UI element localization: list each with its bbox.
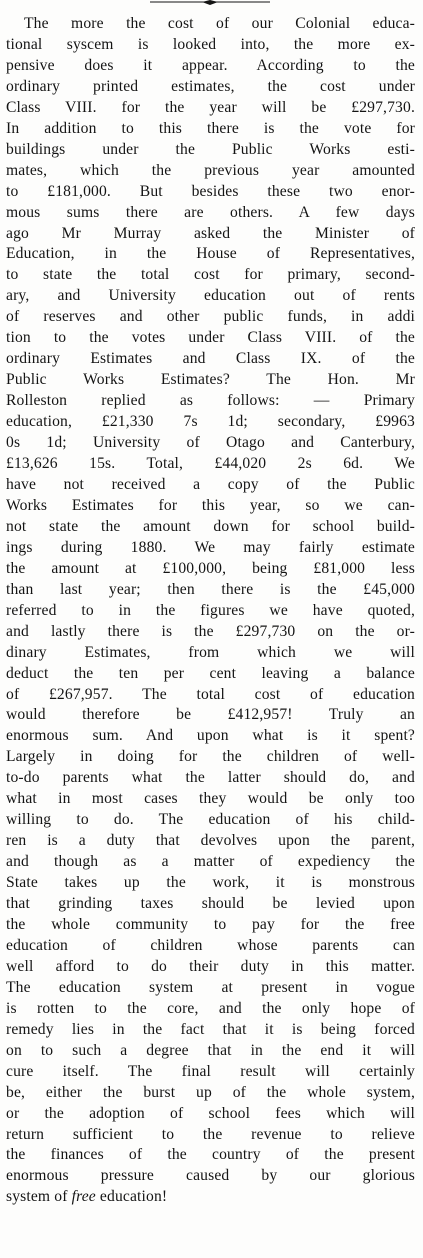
article-line: well afford to do their duty in this matter. [6,957,415,975]
article-line: to £181,000. But besides these two enor- [6,182,415,200]
article-line: ings during 1880. We may fairly estimate [6,538,415,556]
article-line: tional syscem is looked into, the more ex- [6,35,415,53]
article-line: Largely in doing for the children of well- [6,748,415,766]
article-line: that grinding taxes should be levied upon [6,895,415,913]
article-line: what in most cases they would be only too [6,790,415,808]
ornamental-separator [150,0,270,6]
article-line: The education system at present in vogue [6,978,415,996]
article-line: be, either the burst up of the whole system, [6,1083,415,1101]
article-line: The more the cost of our Colonial educa- [24,15,415,32]
article-line: than last year; then there is the £45,000 [6,580,415,598]
article-line: deduct the ten per cent leaving a balance [6,664,415,682]
article-line: referred to in the figures we have quoted, [6,601,415,619]
article-line: of £267,957. The total cost of education [6,685,415,703]
article-line: not state the amount down for school build- [6,517,415,535]
article-line: ago Mr Murray asked the Minister of [6,224,415,242]
editorial-article [6,14,415,1208]
article-line: mates, which the previous year amounted [6,161,415,179]
article-line: Class VIII. for the year will be £297,730. [6,98,415,116]
article-line: the amount at £100,000, being £81,000 less [6,559,415,577]
article-line: and lastly there is the £297,730 on the or- [6,622,415,640]
article-line: return sufficient to the revenue to relieve [6,1125,415,1143]
article-line: In addition to this there is the vote for [6,119,415,137]
article-line: is rotten to the core, and the only hope of [6,999,415,1017]
article-line: enormous pressure caused by our glorious [6,1167,415,1185]
article-line: 0s 1d; University of Otago and Canterbury, [6,434,415,452]
last-line-italic-word: free [71,1188,96,1206]
article-line: £13,626 15s. Total, £44,020 2s 6d. We [6,455,415,473]
article-line: on to such a degree that in the end it will [6,1041,415,1059]
article-line: mous sums there are others. A few days [6,203,415,221]
article-line: ary, and University education out of rents [6,287,415,305]
article-line: tion to the votes under Class VIII. of the [6,329,415,347]
article-line: and though as a matter of expediency the [6,853,415,871]
article-line: remedy lies in the fact that it is being forced [6,1020,415,1038]
article-line: education of children whose parents can [6,936,415,954]
article-line: or the adoption of school fees which will [6,1104,415,1122]
article-line: willing to do. The education of his child- [6,811,415,829]
article-line: of reserves and other public funds, in addi [6,308,415,326]
article-line: the whole community to pay for the free [6,915,415,933]
article-line: ordinary Estimates and Class IX. of the [6,350,415,368]
article-line: ordinary printed estimates, the cost under [6,77,415,95]
article-line: enormous sum. And upon what is it spent? [6,727,415,745]
article-line: the finances of the country of the present [6,1146,415,1164]
article-line: education, £21,330 7s 1d; secondary, £9963 [6,413,415,431]
article-line: Education, in the House of Representatives, [6,245,415,263]
last-line-after: education! [95,1188,168,1206]
article-line: have not received a copy of the Public [6,475,415,493]
article-line: to state the total cost for primary, second- [6,266,415,284]
article-line: to-do parents what the latter should do, and [6,769,415,787]
article-line: buildings under the Public Works esti- [6,140,415,158]
article-line: Public Works Estimates? The Hon. Mr [6,371,415,389]
article-line: State takes up the work, it is monstrous [6,874,415,892]
article-line: cure itself. The final result will certainly [6,1062,415,1080]
article-line: would therefore be £412,957! Truly an [6,706,415,724]
article-last-line [6,1187,415,1208]
article-line: pensive does it appear. According to the [6,56,415,74]
article-line: ren is a duty that devolves upon the parent, [6,832,415,850]
article-line: Works Estimates for this year, so we can- [6,496,415,514]
last-line-before: system of [6,1188,72,1206]
article-line: dinary Estimates, from which we will [6,643,415,661]
article-line: Rolleston replied as follows: — Primary [6,392,415,410]
